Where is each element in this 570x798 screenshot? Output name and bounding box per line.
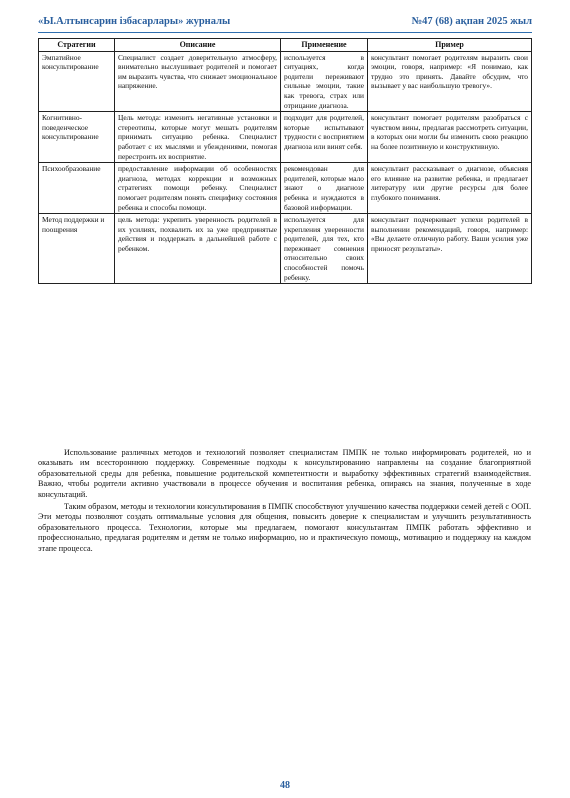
cell-description: Специалист создает доверительную атмосферу, внимательно выслушивает родителей и помогает им выразить чувства, что снижает эмоциональное напряжение.	[115, 51, 281, 112]
journal-title: «Ы.Алтынсарин ізбасарлары» журналы	[38, 16, 231, 27]
body-text	[38, 448, 531, 556]
column-header-strategy: Стратегии	[39, 39, 115, 52]
cell-application: используется в ситуациях, когда родители переживают сильные эмоции, такие как тревога, страх или отрицание диагноза.	[281, 51, 368, 112]
cell-strategy: Эмпатийное консультирование	[39, 51, 115, 112]
page-number: 48	[280, 780, 290, 791]
column-header-application: Применение	[281, 39, 368, 52]
table-row	[39, 51, 532, 112]
cell-strategy: Психообразование	[39, 163, 115, 214]
cell-example: консультант подчеркивает успехи родителей в выполнении рекомендаций, говоря, например: «Вы делаете отличную работу. Ваши усилия уже приносят результаты».	[368, 214, 532, 284]
cell-description: цель метода: укрепить уверенность родителей в их усилиях, похвалить их за уже предпринятые действия и поддержать в дальнейшей работе с ребенком.	[115, 214, 281, 284]
column-header-example: Пример	[368, 39, 532, 52]
cell-application: используется для укрепления уверенности родителей, для тех, кто переживает сомнения относительно своих способностей помочь ребенку.	[281, 214, 368, 284]
table-row	[39, 214, 532, 284]
paragraph: Использование различных методов и технологий позволяет специалистам ПМПК не только информировать родителей, но и оказывать им всестороннюю поддержку. Современные подходы к консультированию направлены на создание благоприятной образовательной среды для ребенка, повышение родительской компетентности и выработку эффективных стратегий взаимодействия. Важно, чтобы родители активно участвовали в процессе обучения и воспитания ребенка, опираясь на знания, полученные в ходе консультаций.	[38, 448, 531, 499]
issue-label: №47 (68) ақпан 2025 жыл	[411, 16, 532, 27]
table-row	[39, 112, 532, 163]
cell-strategy: Когнитивно-поведенческое консультирование	[39, 112, 115, 163]
column-header-description: Описание	[115, 39, 281, 52]
cell-example: консультант помогает родителям выразить свои эмоции, говоря, например: «Я понимаю, как трудно это принять. Давайте обсудим, что вызывает у вас наибольшую тревогу».	[368, 51, 532, 112]
strategies-table	[38, 38, 532, 284]
cell-application: подходит для родителей, которые испытывают трудности с восприятием диагноза или винят себя.	[281, 112, 368, 163]
table-row	[39, 163, 532, 214]
cell-application: рекомендован для родителей, которые мало знают о диагнозе ребенка и нуждаются в базовой информации.	[281, 163, 368, 214]
cell-description: Цель метода: изменить негативные установки и стереотипы, которые могут мешать родителям принимать ситуацию ребенка. Специалист работает с их мыслями и убеждениями, помогая перестроить их восприятие.	[115, 112, 281, 163]
cell-example: консультант рассказывает о диагнозе, объясняя его влияние на развитие ребенка, и предлагает литературу или другие ресурсы для более глубокого понимания.	[368, 163, 532, 214]
table-header-row	[39, 39, 532, 52]
page-header	[38, 10, 532, 33]
cell-strategy: Метод поддержки и поощрения	[39, 214, 115, 284]
cell-description: предоставление информации об особенностях диагноза, методах коррекции и возможных стратегиях помощи ребенку. Специалист помогает родителям понять специфику состояния ребенка и способы помощи.	[115, 163, 281, 214]
paragraph: Таким образом, методы и технологии консультирования в ПМПК способствуют улучшению качества поддержки семей детей с ООП. Эти методы позволяют создать оптимальные условия для общения, повысить доверие к специалистам и улучшить результативность образовательного процесса. Технологии, которые мы предлагаем, помогают консультантам ПМПК работать эффективно и профессионально, предлагая родителям и детям не только информацию, но и практическую помощь, мотивацию и поддержку на каждом этапе процесса.	[38, 502, 531, 553]
cell-example: консультант помогает родителям разобраться с чувством вины, предлагая рассмотреть ситуации, в которых они могли бы изменить свою реакцию на более позитивную и конструктивную.	[368, 112, 532, 163]
